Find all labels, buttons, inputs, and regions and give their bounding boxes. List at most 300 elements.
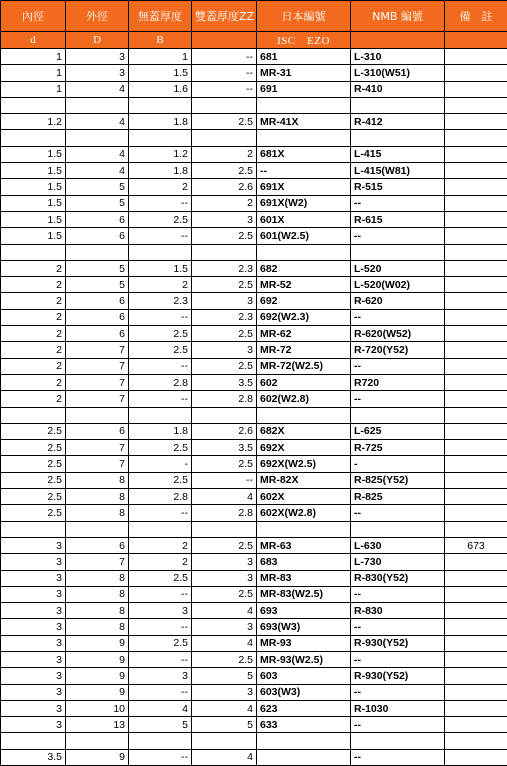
col-header-remarks: 備 註 bbox=[445, 1, 507, 32]
cell-open-width: 2.5 bbox=[129, 342, 192, 358]
spacer-row bbox=[1, 407, 507, 423]
cell-shielded-width: 2.5 bbox=[192, 114, 257, 130]
cell-nmb-code: -- bbox=[351, 717, 445, 733]
cell-open-width: 2 bbox=[129, 277, 192, 293]
cell-nmb-code: R-620(W52) bbox=[351, 326, 445, 342]
cell-open-width: 1 bbox=[129, 49, 192, 65]
cell-nmb-code: R-725 bbox=[351, 440, 445, 456]
cell-remarks bbox=[445, 749, 507, 765]
cell-remarks bbox=[445, 717, 507, 733]
table-row bbox=[1, 81, 507, 97]
cell-open-width: -- bbox=[129, 195, 192, 211]
cell-remarks bbox=[445, 668, 507, 684]
table-row bbox=[1, 570, 507, 586]
spacer-cell bbox=[66, 130, 129, 146]
cell-remarks bbox=[445, 309, 507, 325]
table-row bbox=[1, 554, 507, 570]
cell-remarks bbox=[445, 423, 507, 439]
cell-inner-diameter: 1.5 bbox=[1, 146, 66, 162]
cell-inner-diameter: 1.5 bbox=[1, 228, 66, 244]
cell-inner-diameter: 3 bbox=[1, 684, 66, 700]
cell-shielded-width: 2.3 bbox=[192, 260, 257, 276]
spacer-cell bbox=[129, 521, 192, 537]
cell-nmb-code: R-830(Y52) bbox=[351, 570, 445, 586]
table-row bbox=[1, 114, 507, 130]
cell-open-width: 2 bbox=[129, 179, 192, 195]
cell-shielded-width: 2.5 bbox=[192, 456, 257, 472]
cell-japan-code: 692(W2.3) bbox=[257, 309, 351, 325]
col-header-shielded-width: 雙蓋厚度ZZ bbox=[192, 1, 257, 32]
cell-outer-diameter: 8 bbox=[66, 505, 129, 521]
cell-nmb-code: L-415 bbox=[351, 146, 445, 162]
spacer-row bbox=[1, 521, 507, 537]
cell-nmb-code: R-515 bbox=[351, 179, 445, 195]
cell-shielded-width: 3.5 bbox=[192, 440, 257, 456]
cell-remarks bbox=[445, 505, 507, 521]
cell-inner-diameter: 2 bbox=[1, 358, 66, 374]
cell-remarks bbox=[445, 456, 507, 472]
cell-japan-code: 691X(W2) bbox=[257, 195, 351, 211]
cell-japan-code: MR-62 bbox=[257, 326, 351, 342]
cell-shielded-width: 2.5 bbox=[192, 358, 257, 374]
cell-outer-diameter: 8 bbox=[66, 489, 129, 505]
cell-inner-diameter: 1.5 bbox=[1, 179, 66, 195]
cell-shielded-width: 2.5 bbox=[192, 163, 257, 179]
col-header-outer-diameter: 外徑 bbox=[66, 1, 129, 32]
cell-inner-diameter: 3 bbox=[1, 603, 66, 619]
cell-nmb-code: -- bbox=[351, 391, 445, 407]
cell-japan-code: 602(W2.8) bbox=[257, 391, 351, 407]
cell-outer-diameter: 5 bbox=[66, 277, 129, 293]
cell-shielded-width: 2.6 bbox=[192, 423, 257, 439]
table-row bbox=[1, 423, 507, 439]
cell-open-width: 1.8 bbox=[129, 114, 192, 130]
cell-inner-diameter: 2 bbox=[1, 374, 66, 390]
table-row bbox=[1, 456, 507, 472]
cell-outer-diameter: 5 bbox=[66, 260, 129, 276]
cell-shielded-width: 2.6 bbox=[192, 179, 257, 195]
cell-outer-diameter: 6 bbox=[66, 326, 129, 342]
cell-japan-code: MR-83(W2.5) bbox=[257, 586, 351, 602]
cell-open-width: 2.5 bbox=[129, 211, 192, 227]
cell-inner-diameter: 1.5 bbox=[1, 195, 66, 211]
cell-japan-code: 602X bbox=[257, 489, 351, 505]
table-row bbox=[1, 179, 507, 195]
table-row bbox=[1, 635, 507, 651]
cell-open-width: -- bbox=[129, 586, 192, 602]
cell-outer-diameter: 7 bbox=[66, 554, 129, 570]
spacer-cell bbox=[129, 97, 192, 113]
cell-inner-diameter: 2.5 bbox=[1, 505, 66, 521]
cell-remarks bbox=[445, 195, 507, 211]
cell-open-width: 5 bbox=[129, 717, 192, 733]
table-row bbox=[1, 211, 507, 227]
cell-shielded-width: 3 bbox=[192, 684, 257, 700]
cell-nmb-code: R-1030 bbox=[351, 700, 445, 716]
subheader-nmb bbox=[351, 32, 445, 49]
cell-japan-code: 693(W3) bbox=[257, 619, 351, 635]
spacer-cell bbox=[192, 244, 257, 260]
cell-open-width: -- bbox=[129, 749, 192, 765]
table-row bbox=[1, 163, 507, 179]
cell-nmb-code: -- bbox=[351, 358, 445, 374]
cell-outer-diameter: 5 bbox=[66, 195, 129, 211]
spacer-cell bbox=[192, 130, 257, 146]
subheader-zz bbox=[192, 32, 257, 49]
cell-shielded-width: 2.5 bbox=[192, 277, 257, 293]
spacer-cell bbox=[445, 521, 507, 537]
spacer-row bbox=[1, 733, 507, 749]
cell-outer-diameter: 8 bbox=[66, 472, 129, 488]
cell-shielded-width: 4 bbox=[192, 635, 257, 651]
cell-open-width: 1.8 bbox=[129, 423, 192, 439]
table-row bbox=[1, 293, 507, 309]
cell-remarks bbox=[445, 179, 507, 195]
cell-shielded-width: 5 bbox=[192, 668, 257, 684]
cell-remarks bbox=[445, 440, 507, 456]
cell-inner-diameter: 3 bbox=[1, 700, 66, 716]
cell-outer-diameter: 4 bbox=[66, 81, 129, 97]
cell-inner-diameter: 3 bbox=[1, 651, 66, 667]
spacer-cell bbox=[257, 130, 351, 146]
spacer-cell bbox=[351, 407, 445, 423]
cell-inner-diameter: 1 bbox=[1, 65, 66, 81]
cell-japan-code: 693 bbox=[257, 603, 351, 619]
cell-shielded-width: 4 bbox=[192, 749, 257, 765]
cell-open-width: 2.5 bbox=[129, 326, 192, 342]
cell-remarks bbox=[445, 603, 507, 619]
cell-inner-diameter: 2 bbox=[1, 293, 66, 309]
cell-open-width: 2 bbox=[129, 537, 192, 553]
cell-remarks bbox=[445, 358, 507, 374]
table-row bbox=[1, 342, 507, 358]
cell-shielded-width: 2.3 bbox=[192, 309, 257, 325]
cell-inner-diameter: 1.5 bbox=[1, 163, 66, 179]
table-row bbox=[1, 358, 507, 374]
cell-outer-diameter: 9 bbox=[66, 684, 129, 700]
cell-remarks bbox=[445, 146, 507, 162]
cell-shielded-width: 4 bbox=[192, 700, 257, 716]
spacer-cell bbox=[257, 407, 351, 423]
spacer-cell bbox=[66, 244, 129, 260]
cell-open-width: 4 bbox=[129, 700, 192, 716]
spacer-cell bbox=[445, 244, 507, 260]
table-row bbox=[1, 65, 507, 81]
cell-japan-code: 683 bbox=[257, 554, 351, 570]
cell-japan-code: -- bbox=[257, 163, 351, 179]
table-row bbox=[1, 651, 507, 667]
cell-shielded-width: 2.8 bbox=[192, 391, 257, 407]
cell-japan-code: 623 bbox=[257, 700, 351, 716]
table-row bbox=[1, 374, 507, 390]
cell-shielded-width: 5 bbox=[192, 717, 257, 733]
cell-japan-code: MR-63 bbox=[257, 537, 351, 553]
spacer-cell bbox=[1, 97, 66, 113]
cell-nmb-code: R-615 bbox=[351, 211, 445, 227]
cell-nmb-code: R-930(Y52) bbox=[351, 635, 445, 651]
cell-shielded-width: 2.5 bbox=[192, 651, 257, 667]
cell-outer-diameter: 7 bbox=[66, 391, 129, 407]
cell-open-width: 2 bbox=[129, 554, 192, 570]
table-row bbox=[1, 146, 507, 162]
cell-outer-diameter: 9 bbox=[66, 635, 129, 651]
cell-remarks bbox=[445, 684, 507, 700]
cell-japan-code: MR-83 bbox=[257, 570, 351, 586]
subheader-remarks bbox=[445, 32, 507, 49]
cell-inner-diameter: 2 bbox=[1, 342, 66, 358]
cell-open-width: -- bbox=[129, 309, 192, 325]
cell-open-width: 1.5 bbox=[129, 65, 192, 81]
spacer-cell bbox=[66, 97, 129, 113]
cell-japan-code: 603 bbox=[257, 668, 351, 684]
cell-nmb-code: R-825(Y52) bbox=[351, 472, 445, 488]
cell-remarks bbox=[445, 586, 507, 602]
cell-remarks bbox=[445, 260, 507, 276]
table-row bbox=[1, 489, 507, 505]
table-row bbox=[1, 326, 507, 342]
cell-japan-code: 681 bbox=[257, 49, 351, 65]
spacer-cell bbox=[445, 733, 507, 749]
cell-nmb-code: R-620 bbox=[351, 293, 445, 309]
cell-outer-diameter: 4 bbox=[66, 114, 129, 130]
col-header-nmb-code: NMB 編號 bbox=[351, 1, 445, 32]
spacer-cell bbox=[351, 130, 445, 146]
spacer-cell bbox=[1, 733, 66, 749]
cell-japan-code: MR-52 bbox=[257, 277, 351, 293]
table-row bbox=[1, 586, 507, 602]
cell-shielded-width: 4 bbox=[192, 489, 257, 505]
cell-japan-code: MR-72 bbox=[257, 342, 351, 358]
col-header-japan-code: 日本編號 bbox=[257, 1, 351, 32]
cell-outer-diameter: 7 bbox=[66, 440, 129, 456]
cell-outer-diameter: 13 bbox=[66, 717, 129, 733]
cell-outer-diameter: 3 bbox=[66, 65, 129, 81]
cell-inner-diameter: 2 bbox=[1, 309, 66, 325]
cell-nmb-code: - bbox=[351, 456, 445, 472]
cell-shielded-width: 2 bbox=[192, 195, 257, 211]
table-row bbox=[1, 228, 507, 244]
cell-inner-diameter: 3 bbox=[1, 537, 66, 553]
cell-outer-diameter: 6 bbox=[66, 228, 129, 244]
cell-remarks bbox=[445, 554, 507, 570]
cell-japan-code: 691X bbox=[257, 179, 351, 195]
cell-shielded-width: 2.8 bbox=[192, 505, 257, 521]
cell-shielded-width: 3 bbox=[192, 619, 257, 635]
cell-nmb-code: L-520 bbox=[351, 260, 445, 276]
cell-outer-diameter: 9 bbox=[66, 668, 129, 684]
cell-outer-diameter: 6 bbox=[66, 309, 129, 325]
cell-japan-code: MR-93 bbox=[257, 635, 351, 651]
cell-nmb-code: R-830 bbox=[351, 603, 445, 619]
cell-inner-diameter: 1.2 bbox=[1, 114, 66, 130]
cell-remarks bbox=[445, 619, 507, 635]
table-row bbox=[1, 537, 507, 553]
cell-outer-diameter: 7 bbox=[66, 358, 129, 374]
table-row bbox=[1, 668, 507, 684]
header-row bbox=[1, 1, 507, 32]
cell-nmb-code: -- bbox=[351, 586, 445, 602]
spacer-cell bbox=[257, 733, 351, 749]
cell-japan-code: 692X bbox=[257, 440, 351, 456]
cell-open-width: 2.8 bbox=[129, 374, 192, 390]
cell-nmb-code: -- bbox=[351, 195, 445, 211]
cell-japan-code: 682X bbox=[257, 423, 351, 439]
spacer-cell bbox=[257, 521, 351, 537]
spacer-cell bbox=[445, 130, 507, 146]
cell-shielded-width: -- bbox=[192, 472, 257, 488]
cell-japan-code: 682 bbox=[257, 260, 351, 276]
cell-shielded-width: 4 bbox=[192, 603, 257, 619]
spacer-cell bbox=[192, 521, 257, 537]
spacer-cell bbox=[1, 407, 66, 423]
spacer-row bbox=[1, 97, 507, 113]
cell-nmb-code: L-625 bbox=[351, 423, 445, 439]
cell-outer-diameter: 8 bbox=[66, 619, 129, 635]
table-row bbox=[1, 309, 507, 325]
cell-inner-diameter: 3.5 bbox=[1, 749, 66, 765]
cell-remarks bbox=[445, 65, 507, 81]
cell-nmb-code: -- bbox=[351, 749, 445, 765]
cell-outer-diameter: 10 bbox=[66, 700, 129, 716]
cell-shielded-width: 2.5 bbox=[192, 537, 257, 553]
cell-outer-diameter: 4 bbox=[66, 146, 129, 162]
cell-open-width: 2.3 bbox=[129, 293, 192, 309]
spacer-cell bbox=[129, 733, 192, 749]
table-row bbox=[1, 619, 507, 635]
cell-nmb-code: L-730 bbox=[351, 554, 445, 570]
cell-remarks bbox=[445, 293, 507, 309]
spacer-cell bbox=[351, 521, 445, 537]
cell-remarks bbox=[445, 342, 507, 358]
cell-nmb-code: -- bbox=[351, 228, 445, 244]
cell-open-width: -- bbox=[129, 228, 192, 244]
cell-inner-diameter: 2.5 bbox=[1, 489, 66, 505]
cell-outer-diameter: 8 bbox=[66, 570, 129, 586]
subheader-d: d bbox=[1, 32, 66, 49]
cell-remarks bbox=[445, 391, 507, 407]
cell-open-width: -- bbox=[129, 391, 192, 407]
spacer-cell bbox=[445, 97, 507, 113]
cell-japan-code: 692X(W2.5) bbox=[257, 456, 351, 472]
table-row bbox=[1, 440, 507, 456]
cell-inner-diameter: 3 bbox=[1, 554, 66, 570]
cell-remarks bbox=[445, 374, 507, 390]
cell-open-width: - bbox=[129, 456, 192, 472]
subheader-D: D bbox=[66, 32, 129, 49]
cell-open-width: -- bbox=[129, 619, 192, 635]
cell-outer-diameter: 7 bbox=[66, 374, 129, 390]
cell-inner-diameter: 3 bbox=[1, 570, 66, 586]
cell-open-width: -- bbox=[129, 358, 192, 374]
cell-shielded-width: 3 bbox=[192, 211, 257, 227]
cell-inner-diameter: 1.5 bbox=[1, 211, 66, 227]
spacer-row bbox=[1, 130, 507, 146]
subheader-B: B bbox=[129, 32, 192, 49]
cell-nmb-code: R-720(Y52) bbox=[351, 342, 445, 358]
cell-open-width: 1.2 bbox=[129, 146, 192, 162]
table-row bbox=[1, 391, 507, 407]
cell-nmb-code: R-412 bbox=[351, 114, 445, 130]
cell-japan-code: MR-41X bbox=[257, 114, 351, 130]
cell-inner-diameter: 3 bbox=[1, 668, 66, 684]
cell-shielded-width: -- bbox=[192, 49, 257, 65]
col-header-open-width: 無蓋厚度 bbox=[129, 1, 192, 32]
cell-japan-code: 603(W3) bbox=[257, 684, 351, 700]
cell-remarks bbox=[445, 651, 507, 667]
spacer-cell bbox=[351, 97, 445, 113]
cell-inner-diameter: 2 bbox=[1, 391, 66, 407]
cell-shielded-width: 2.5 bbox=[192, 326, 257, 342]
cell-japan-code: MR-31 bbox=[257, 65, 351, 81]
cell-japan-code: 633 bbox=[257, 717, 351, 733]
cell-outer-diameter: 9 bbox=[66, 651, 129, 667]
cell-open-width: 1.8 bbox=[129, 163, 192, 179]
cell-open-width: 3 bbox=[129, 668, 192, 684]
cell-remarks bbox=[445, 114, 507, 130]
table-row bbox=[1, 505, 507, 521]
cell-remarks bbox=[445, 700, 507, 716]
cell-open-width: 2.5 bbox=[129, 440, 192, 456]
cell-remarks bbox=[445, 277, 507, 293]
cell-open-width: 2.8 bbox=[129, 489, 192, 505]
cell-nmb-code: L-630 bbox=[351, 537, 445, 553]
spacer-cell bbox=[66, 733, 129, 749]
cell-japan-code: MR-72(W2.5) bbox=[257, 358, 351, 374]
cell-remarks bbox=[445, 49, 507, 65]
cell-open-width: 2.5 bbox=[129, 570, 192, 586]
cell-nmb-code: -- bbox=[351, 505, 445, 521]
cell-open-width: -- bbox=[129, 651, 192, 667]
cell-japan-code: MR-93(W2.5) bbox=[257, 651, 351, 667]
cell-nmb-code: -- bbox=[351, 684, 445, 700]
spacer-cell bbox=[129, 407, 192, 423]
cell-nmb-code: -- bbox=[351, 651, 445, 667]
cell-outer-diameter: 6 bbox=[66, 211, 129, 227]
cell-japan-code: 601X bbox=[257, 211, 351, 227]
cell-nmb-code: R-930(Y52) bbox=[351, 668, 445, 684]
cell-outer-diameter: 8 bbox=[66, 603, 129, 619]
cell-inner-diameter: 1 bbox=[1, 81, 66, 97]
cell-nmb-code: R-410 bbox=[351, 81, 445, 97]
cell-open-width: 1.5 bbox=[129, 260, 192, 276]
cell-shielded-width: 3 bbox=[192, 570, 257, 586]
cell-shielded-width: 3 bbox=[192, 342, 257, 358]
cell-shielded-width: -- bbox=[192, 81, 257, 97]
table-row bbox=[1, 717, 507, 733]
cell-open-width: 2.5 bbox=[129, 472, 192, 488]
cell-inner-diameter: 2.5 bbox=[1, 456, 66, 472]
cell-inner-diameter: 2.5 bbox=[1, 423, 66, 439]
cell-shielded-width: 3 bbox=[192, 293, 257, 309]
spacer-cell bbox=[257, 244, 351, 260]
cell-shielded-width: 2.5 bbox=[192, 586, 257, 602]
cell-inner-diameter: 2 bbox=[1, 277, 66, 293]
subheader-japan-code: ISC EZO bbox=[257, 32, 351, 49]
cell-inner-diameter: 3 bbox=[1, 635, 66, 651]
cell-open-width: 1.6 bbox=[129, 81, 192, 97]
table-row bbox=[1, 472, 507, 488]
spacer-cell bbox=[129, 244, 192, 260]
table-row bbox=[1, 260, 507, 276]
cell-shielded-width: -- bbox=[192, 65, 257, 81]
cell-nmb-code: R720 bbox=[351, 374, 445, 390]
table-row bbox=[1, 49, 507, 65]
cell-japan-code: 691 bbox=[257, 81, 351, 97]
cell-remarks bbox=[445, 326, 507, 342]
spacer-cell bbox=[351, 244, 445, 260]
cell-japan-code bbox=[257, 749, 351, 765]
spacer-cell bbox=[257, 97, 351, 113]
